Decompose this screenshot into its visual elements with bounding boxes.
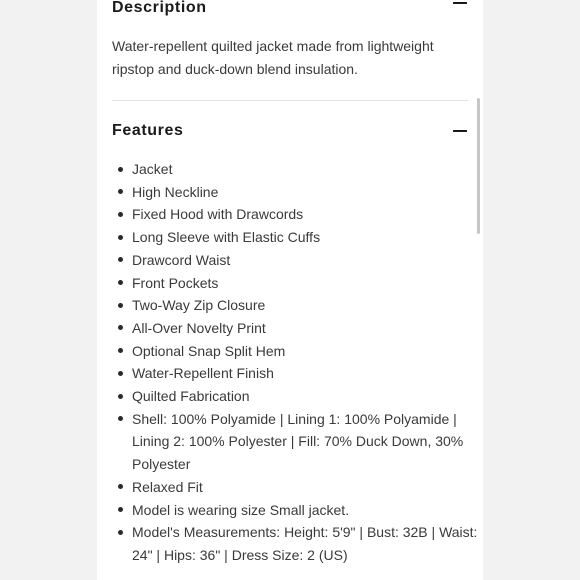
list-item: High Neckline bbox=[132, 181, 483, 204]
list-item: Drawcord Waist bbox=[132, 249, 483, 272]
description-collapse-button[interactable] bbox=[452, 0, 468, 11]
minus-icon bbox=[453, 2, 467, 4]
minus-icon bbox=[453, 130, 467, 132]
description-text: Water-repellent quilted jacket made from lightweight ripstop and duck-down blend insulation. bbox=[112, 38, 434, 77]
description-header[interactable] bbox=[112, 0, 468, 17]
list-item: Two-Way Zip Closure bbox=[132, 294, 483, 317]
list-item: Water-Repellent Finish bbox=[132, 362, 483, 385]
list-item: Fixed Hood with Drawcords bbox=[132, 203, 483, 226]
list-item: Optional Snap Split Hem bbox=[132, 340, 483, 363]
list-item: Long Sleeve with Elastic Cuffs bbox=[132, 226, 483, 249]
features-collapse-button[interactable] bbox=[452, 123, 468, 139]
list-item: Relaxed Fit bbox=[132, 476, 483, 499]
description-title: Description bbox=[112, 0, 207, 16]
list-item: Front Pockets bbox=[132, 272, 483, 295]
features-list bbox=[112, 158, 483, 567]
features-header[interactable] bbox=[112, 122, 468, 140]
list-item: All-Over Novelty Print bbox=[132, 317, 483, 340]
section-divider bbox=[112, 100, 468, 101]
list-item: Jacket bbox=[132, 158, 483, 181]
features-title: Features bbox=[112, 122, 184, 139]
list-item: Model's Measurements: Height: 5'9" | Bust: 32B | Waist: 24" | Hips: 36" | Dress Size: 2 (US) bbox=[132, 521, 483, 566]
list-item: Quilted Fabrication bbox=[132, 385, 483, 408]
product-details-panel bbox=[97, 0, 483, 580]
list-item: Shell: 100% Polyamide | Lining 1: 100% Polyamide | Lining 2: 100% Polyester | Fill: 70% Duck Down, 30% Polyester bbox=[132, 408, 483, 476]
list-item: Model is wearing size Small jacket. bbox=[132, 499, 483, 522]
